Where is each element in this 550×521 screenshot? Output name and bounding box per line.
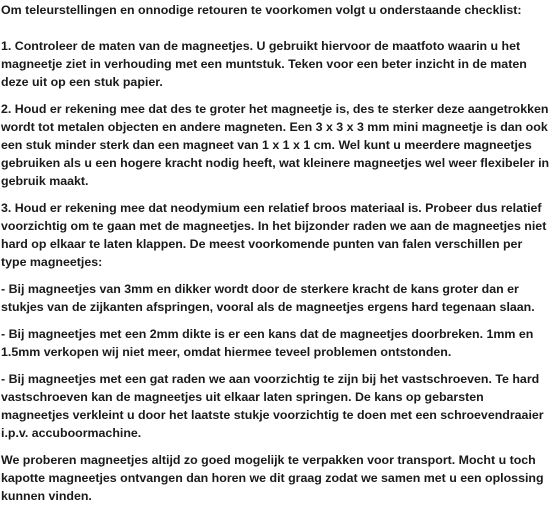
bullet-magnets-with-hole: - Bij magneetjes met een gat raden we aan voorzichtig te zijn bij het vastschroeven. Te hard vastschroeven kan de magneetjes uit elkaar laten springen. De kans op gebarsten magneetjes verkleint u door het laatste stukje voorzichtig te doen met een schroevendraaier i.p.v. accuboormachine. [1,372,544,440]
closing-paragraph: We proberen magneetjes altijd zo goed mogelijk te verpakken voor transport. Mocht u toch kapotte magneetjes ontvangen dan horen we dit graag zodat we samen met u een oplossing kunnen vinden. [1,453,544,503]
checklist-item-1: 1. Controleer de maten van de magneetjes. U gebruikt hiervoor de maatfoto waarin u het magneetje ziet in verhouding met een muntstuk. Teken voor een beter inzicht in de maten deze uit op een stuk papier. [1,39,527,89]
bullet-2mm-thickness: - Bij magneetjes met een 2mm dikte is er een kans dat de magneetjes doorbreken. 1mm en 1.5mm verkopen wij niet meer, omdat hiermee teveel problemen ontstonden. [1,327,534,359]
checklist-item-3: 3. Houd er rekening mee dat neodymium een relatief broos materiaal is. Probeer dus relatief voorzichtig om te gaan met de magneetjes. In het bijzonder raden we aan de magneetjes niet hard op elkaar te laten klappen. De meest voorkomende punten van falen verschillen per type magneetjes: [1,201,547,269]
bullet-3mm-and-thicker: - Bij magneetjes van 3mm en dikker wordt door de sterkere kracht de kans groter dan er stukjes van de zijkanten afspringen, vooral als de magneetjes ergens hard tegenaan slaan. [1,282,535,314]
checklist-item-2: 2. Houd er rekening mee dat des te groter het magneetje is, des te sterker deze aangetrokken wordt tot metalen objecten en andere magneten. Een 3 x 3 x 3 mm mini magneetje is dan ook een stuk minder sterk dan een magneet van 1 x 1 x 1 cm. Wel kunt u meerdere magneetjes gebruiken als u een hogere kracht nodig heeft, wat kleinere magneetjes wel weer flexibeler in gebruik maakt. [1,102,550,188]
intro-text: Om teleurstellingen en onnodige retouren te voorkomen volgt u onderstaande checklist: [1,3,522,17]
